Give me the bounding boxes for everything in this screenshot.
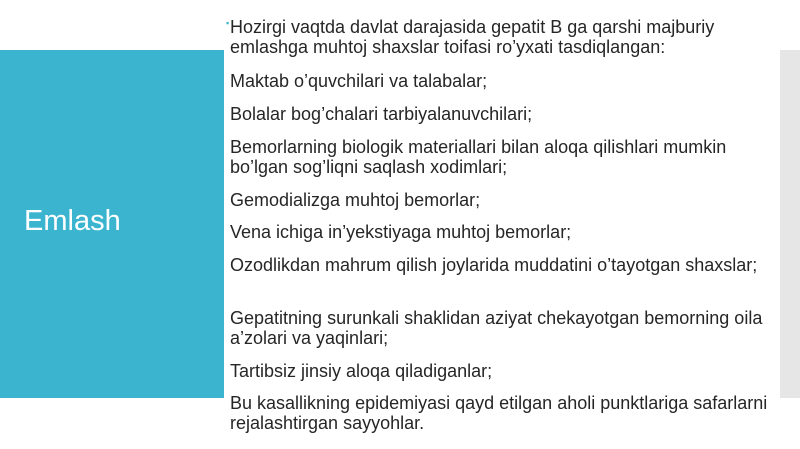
intro-paragraph: Hozirgi vaqtda davlat darajasida gepatit B ga qarshi majburiy emlashga muhtoj shaxslar toifasi ro’yxati tasdiqlangan: [230,17,715,57]
slide-title: Emlash [24,205,121,237]
list-item: Maktab o’quvchilari va talabalar; [230,71,488,91]
list-item: Ozodlikdan mahrum qilish joylarida muddatini o’tayotgan shaxslar; [230,255,758,275]
list-item: Gepatitning surunkali shaklidan aziyat chekayotgan bemorning oila a’zolari va yaqinlari; [230,308,763,348]
list-item: Bolalar bog’chalari tarbiyalanuvchilari; [230,104,533,124]
list-item: Bu kasallikning epidemiyasi qayd etilgan aholi punktlariga safarlarni rejalashtirgan sayyohlar. [230,393,768,433]
bullet-icon: ▪ [226,18,230,28]
list-item: Bemorlarning biologik materiallari bilan aloqa qilishlari mumkin bo’lgan sog’liqni saqlash xodimlari; [230,137,727,177]
list-item: Gemodializga muhtoj bemorlar; [230,190,481,210]
content-area [224,12,780,442]
list-item: Vena ichiga in’yekstiyaga muhtoj bemorlar; [230,222,572,242]
list-item: Tartibsiz jinsiy aloqa qiladiganlar; [230,361,493,381]
